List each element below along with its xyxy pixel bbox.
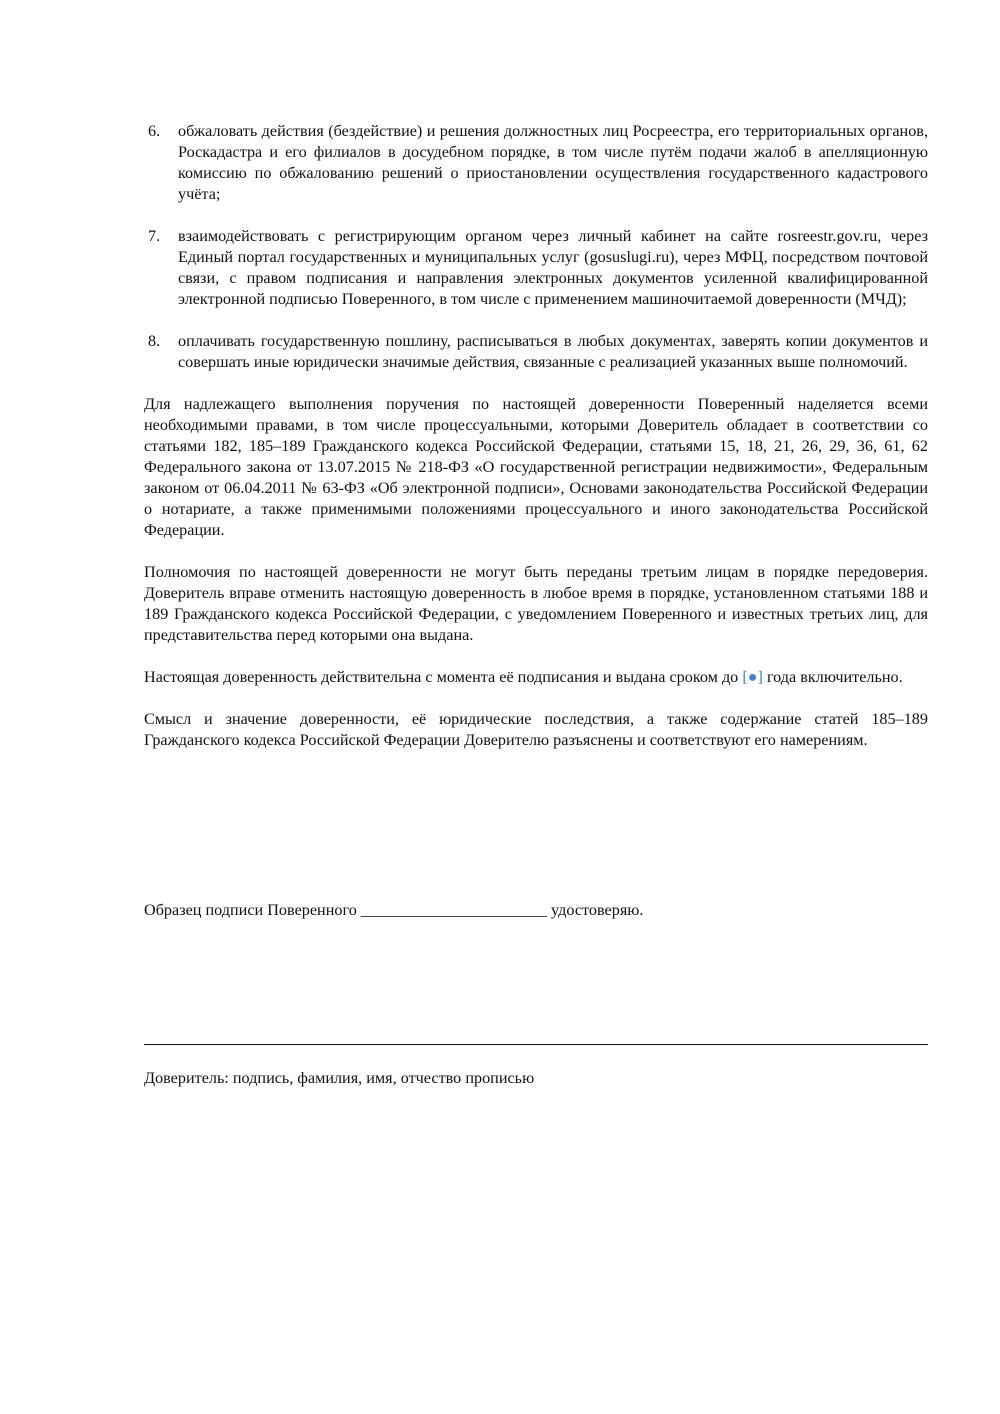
explained-paragraph: Смысл и значение доверенности, её юридические последствия, а также содержание статей 185–189 Гражданского кодекса Российской Федерации Доверителю разъяснены и соответствуют его намерениям. <box>144 710 928 749</box>
list-item <box>144 226 928 310</box>
list-item-text: обжаловать действия (бездействие) и решения должностных лиц Росреестра, его территориальных органов, Роскадастра и его филиалов в досудебном порядке, в том числе путём подачи жалоб в апелляционную комиссию по обжалованию решений о приостановлении осуществления государственного кадастрового учёта; <box>178 122 928 203</box>
rights-paragraph: Для надлежащего выполнения поручения по настоящей доверенности Поверенный наделяется всеми необходимыми правами, в том числе процессуальными, которыми Доверитель обладает в соответствии со статьями 182, 185–189 Гражданского кодекса Российской Федерации, статьями 15, 18, 21, 26, 29, 36, 61, 62 Федерального закона от 13.07.2015 № 218-ФЗ «О государственной регистрации недвижимости», Федеральным законом от 06.04.2011 № 63-ФЗ «Об электронной подписи», Основами законодательства Российской Федерации о нотариате, а также применимыми положениями процессуального и иного законодательства Российской Федерации. <box>144 395 928 539</box>
validity-paragraph <box>144 667 928 688</box>
list-item-number: 8. <box>148 332 161 350</box>
list-item-number: 6. <box>148 122 161 140</box>
validity-date-placeholder: [●] <box>742 668 763 686</box>
list-item <box>144 331 928 373</box>
no-delegation-paragraph: Полномочия по настоящей доверенности не могут быть переданы третьим лицам в порядке передоверия. Доверитель вправе отменить настоящую доверенность в любое время в порядке, установленном статьями 188 и 189 Гражданского кодекса Российской Федерации, с уведомлением Поверенного и известных третьих лиц, для представительства перед которыми она выдана. <box>144 563 928 644</box>
validity-text-before: Настоящая доверенность действительна с момента её подписания и выдана сроком до <box>144 668 743 686</box>
list-item <box>144 121 928 205</box>
principal-signature-rule <box>144 1044 928 1045</box>
list-item-number: 7. <box>148 227 161 245</box>
document-body <box>144 121 928 772</box>
principal-signature-caption: Доверитель: подпись, фамилия, имя, отчество прописью <box>144 1069 535 1087</box>
signature-sample-line <box>144 900 928 921</box>
list-item-text: оплачивать государственную пошлину, расписываться в любых документах, заверять копии документов и совершать иные юридически значимые действия, связанные с реализацией указанных выше полномочий. <box>178 332 928 371</box>
powers-list <box>144 121 928 373</box>
signature-sample-blank: _______________________ <box>360 901 547 919</box>
signature-sample-suffix: удостоверяю. <box>551 901 644 919</box>
list-item-text: взаимодействовать с регистрирующим органом через личный кабинет на сайте rosreestr.gov.ru, через Единый портал государственных и муниципальных услуг (gosuslugi.ru), через МФЦ, посредством почтовой связи, с правом подписания и направления электронных документов усиленной квалифицированной электронной подписью Поверенного, в том числе с применением машиночитаемой доверенности (МЧД); <box>178 227 928 308</box>
signature-sample-label: Образец подписи Поверенного <box>144 901 357 919</box>
validity-text-after: года включительно. <box>762 668 903 686</box>
